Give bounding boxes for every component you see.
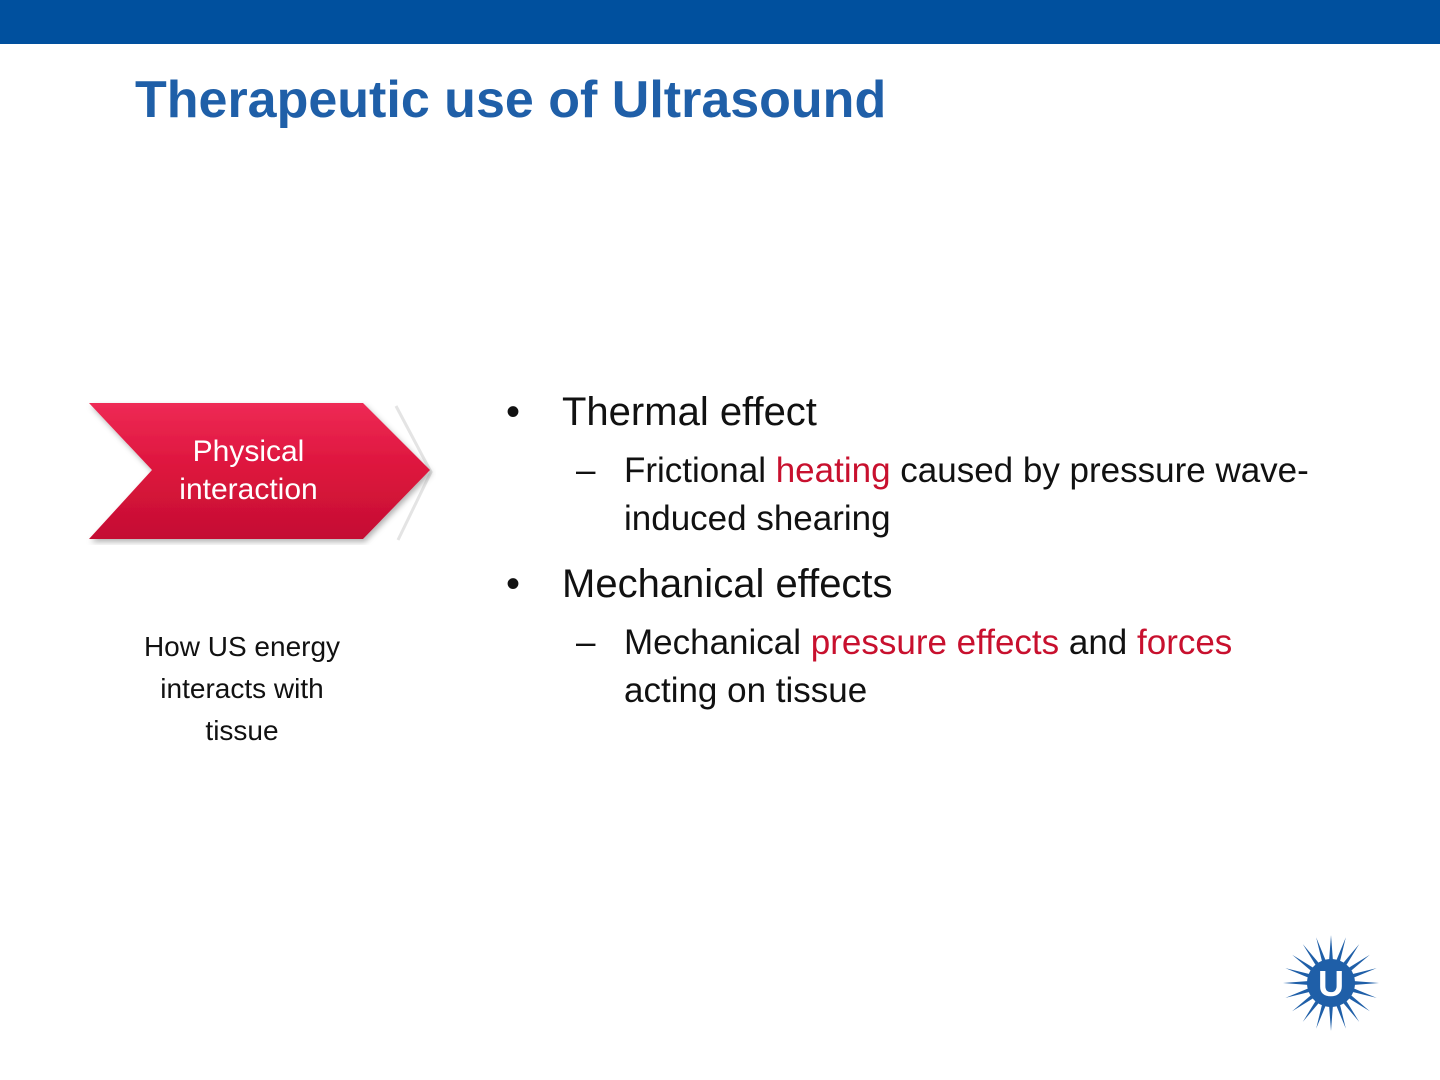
bullet-marker: • [506,390,521,434]
sub-bullet-mechanical [500,619,1324,715]
chevron-label-line-2: interaction [179,473,318,506]
sub-bullet-text: and [1059,623,1137,662]
sun-ray [1285,968,1310,978]
sub-bullet-thermal [500,447,1324,543]
sub-bullet-marker: – [576,623,596,662]
sun-ray [1283,981,1309,985]
caption-line-2: interacts with [160,673,324,704]
sun-ray [1316,937,1326,962]
sub-bullet-text: Frictional [624,451,776,490]
sun-ray [1329,1005,1333,1031]
sun-ray [1351,968,1376,978]
logo-letter: U [1318,963,1344,1004]
highlight-heating: heating [775,451,891,490]
chevron-label-line-1: Physical [192,435,305,468]
sun-ray [1336,1003,1346,1028]
physical-interaction-chevron [86,400,436,545]
sub-bullet-marker: – [576,451,596,490]
sun-ray [1336,937,1346,962]
caption-line-1: How US energy [143,631,341,662]
sun-ray [1351,988,1376,998]
top-banner-bar [0,0,1440,44]
sub-bullet-text: caused by pressure wave-induced shearing [624,451,1309,538]
bullet-marker: • [506,562,521,606]
highlight-forces: forces [1137,623,1233,662]
bullet-list [500,385,1360,715]
sun-ray [1353,981,1379,985]
sub-bullet-text: Mechanical [624,623,811,662]
bullet-thermal-effect [500,385,1360,439]
sub-bullet-text: acting on tissue [624,671,868,710]
sun-ray [1316,1003,1326,1028]
chevron-caption [112,626,372,752]
caption-line-3: tissue [205,715,279,746]
chevron-label [116,400,381,542]
bullet-text: Thermal effect [562,390,817,434]
bullet-text: Mechanical effects [562,562,893,606]
university-sun-logo-icon [1281,933,1381,1033]
highlight-pressure-effects: pressure effects [810,623,1060,662]
slide-title: Therapeutic use of Ultrasound [135,71,887,129]
sun-ray [1285,988,1310,998]
sun-logo-graphic [1281,933,1381,1033]
sun-ray [1329,935,1333,961]
bullet-mechanical-effects [500,557,1360,611]
